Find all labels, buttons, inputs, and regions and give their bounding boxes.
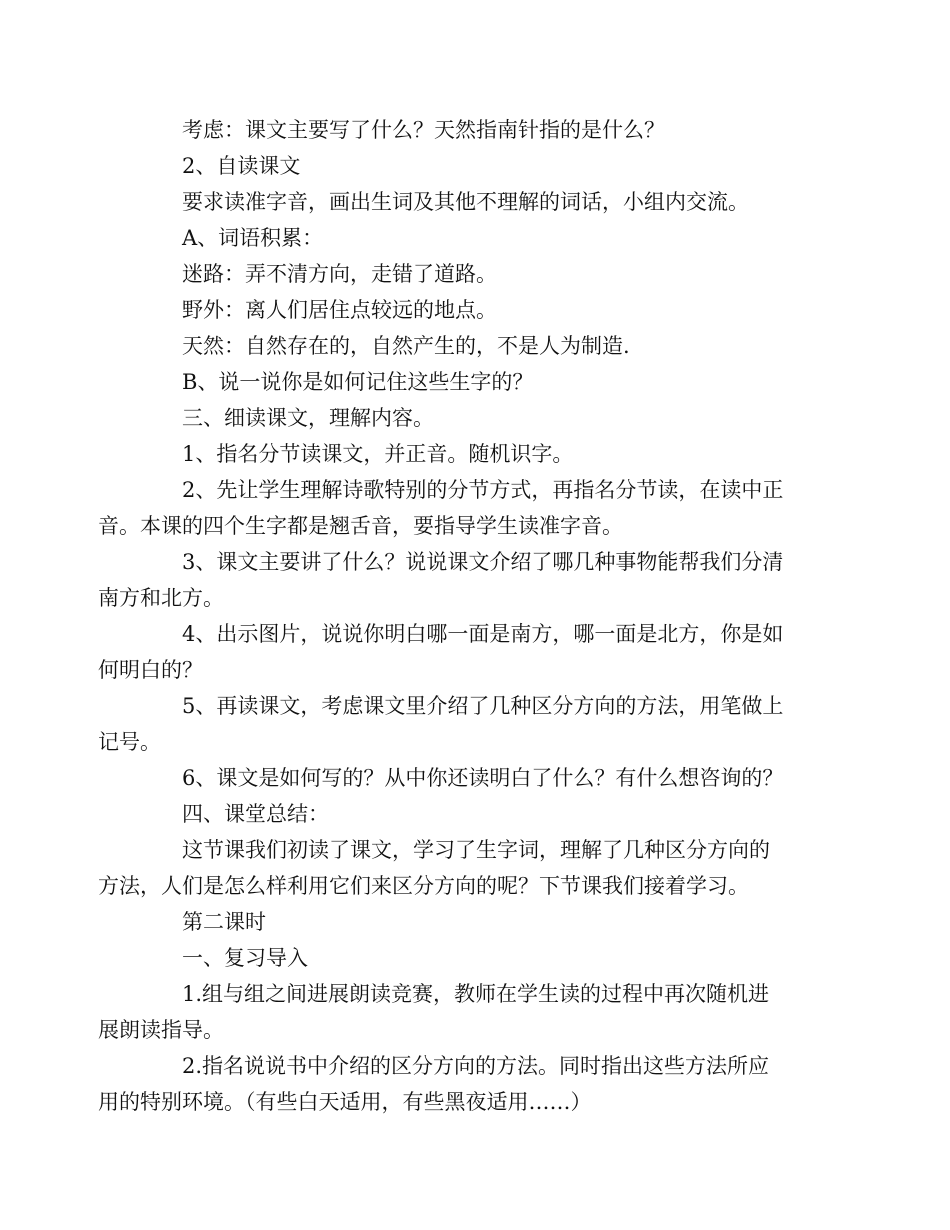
text-line: 考虑：课文主要写了什么？天然指南针指的是什么？ [182, 118, 665, 142]
paragraph-step [140, 436, 812, 472]
text-line: 天然：自然存在的，自然产生的，不是人为制造. [182, 334, 630, 358]
paragraph-step-heading [140, 148, 812, 184]
text-line: 展朗读指导。 [98, 1018, 224, 1042]
text-line: 这节课我们初读了课文，学习了生字词，理解了几种区分方向的 [182, 838, 770, 862]
text-line: 南方和北方。 [98, 586, 224, 610]
paragraph-section-heading [140, 940, 812, 976]
text-line: 2、自读课文 [182, 154, 301, 178]
paragraph-vocab-item [140, 292, 812, 328]
paragraph-step [98, 616, 812, 688]
text-line: 何明白的？ [98, 658, 203, 682]
paragraph-vocab-heading [140, 220, 812, 256]
text-line: 6、课文是如何写的？从中你还读明白了什么？有什么想咨询的？ [182, 766, 784, 790]
text-line: 2.指名说说书中介绍的区分方向的方法。同时指出这些方法所应 [182, 1054, 770, 1078]
text-line: 第二课时 [182, 910, 266, 934]
paragraph-step [98, 688, 812, 760]
text-line: 4、出示图片，说说你明白哪一面是南方，哪一面是北方，你是如 [182, 622, 784, 646]
text-line: 记号。 [98, 730, 161, 754]
text-line: 四、课堂总结： [182, 802, 329, 826]
paragraph-question [140, 112, 812, 148]
paragraph-requirement [140, 184, 812, 220]
paragraph-vocab-item [140, 256, 812, 292]
text-line: 迷路：弄不清方向，走错了道路。 [182, 262, 497, 286]
text-line: 要求读准字音，画出生词及其他不理解的词话，小组内交流。 [182, 190, 749, 214]
paragraph-vocab-item [140, 328, 812, 364]
paragraph-lesson-heading [140, 904, 812, 940]
paragraph-step [98, 472, 812, 544]
paragraph-step [98, 1048, 812, 1120]
paragraph-section-heading [140, 400, 812, 436]
paragraph-section-heading [140, 796, 812, 832]
text-line: 一、复习导入 [182, 946, 308, 970]
text-line: 三、细读课文，理解内容。 [182, 406, 434, 430]
text-line: 3、课文主要讲了什么？说说课文介绍了哪几种事物能帮我们分清 [182, 550, 784, 574]
text-line: 方法，人们是怎么样利用它们来区分方向的呢？下节课我们接着学习。 [98, 874, 749, 898]
paragraph-question [140, 364, 812, 400]
text-line: 1.组与组之间进展朗读竞赛，教师在学生读的过程中再次随机进 [182, 982, 770, 1006]
text-line: A、词语积累： [182, 226, 324, 250]
text-line: 2、先让学生理解诗歌特别的分节方式，再指名分节读，在读中正 [182, 478, 784, 502]
paragraph-summary [98, 832, 812, 904]
text-line: 音。本课的四个生字都是翘舌音，要指导学生读准字音。 [98, 514, 623, 538]
paragraph-step [140, 760, 812, 796]
document-body [98, 112, 812, 1120]
text-line: B、说一说你是如何记住这些生字的？ [182, 370, 534, 394]
paragraph-step [98, 544, 812, 616]
paragraph-step [98, 976, 812, 1048]
text-line: 用的特别环境。（有些白天适用，有些黑夜适用……） [98, 1090, 592, 1114]
text-line: 野外：离人们居住点较远的地点。 [182, 298, 497, 322]
text-line: 1、指名分节读课文，并正音。随机识字。 [182, 442, 574, 466]
text-line: 5、再读课文，考虑课文里介绍了几种区分方向的方法，用笔做上 [182, 694, 784, 718]
